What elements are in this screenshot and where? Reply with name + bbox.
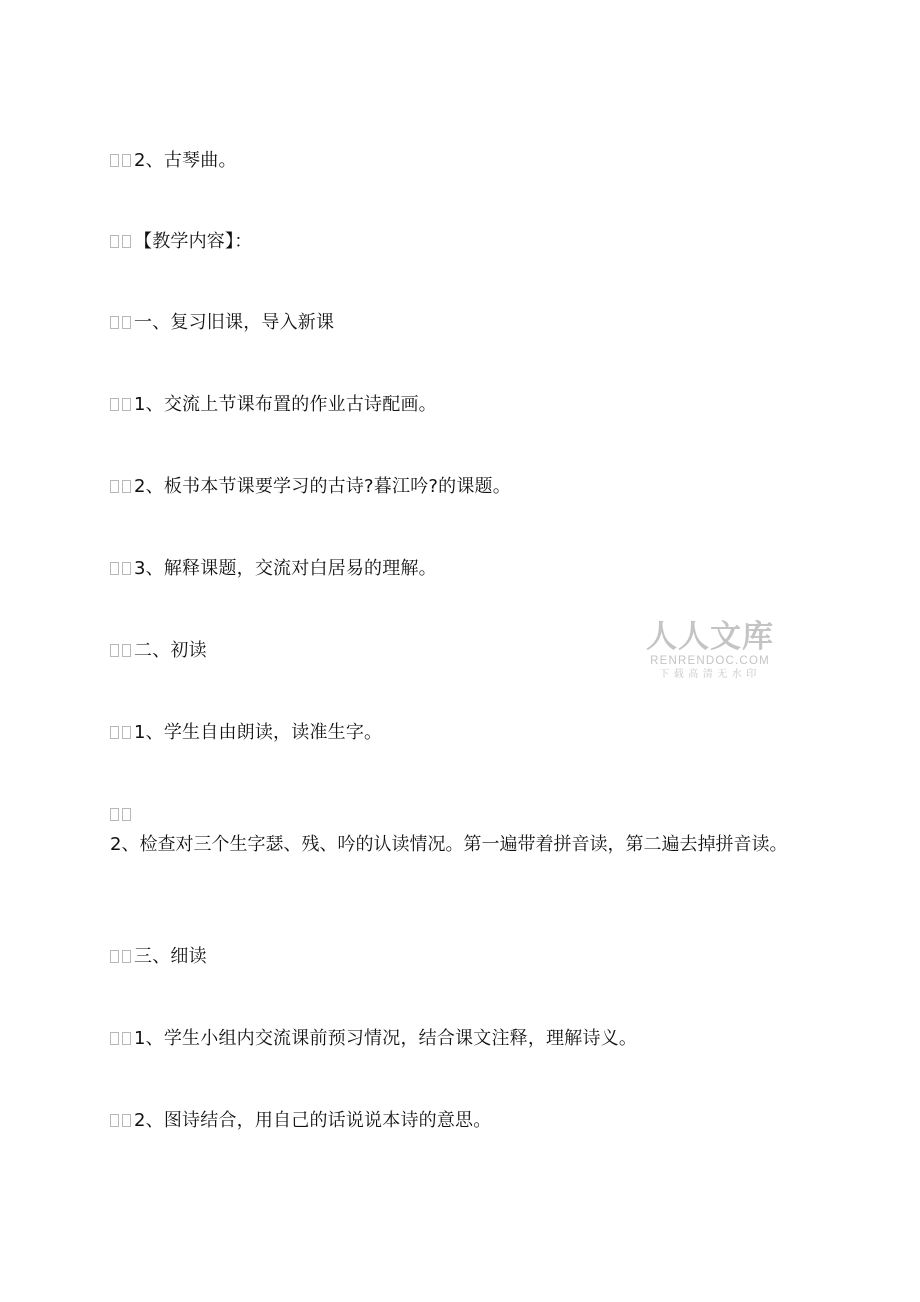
missing-glyph-box [122, 235, 131, 248]
missing-glyph-box [110, 562, 119, 575]
missing-glyph-box [122, 562, 131, 575]
missing-glyph-box [110, 726, 119, 739]
watermark-logo: 人人文库 [646, 619, 774, 655]
missing-glyph-box [110, 1114, 119, 1127]
missing-glyph-box [122, 154, 131, 167]
watermark-url: RENRENDOC.COM [650, 655, 770, 667]
missing-glyph-box [122, 398, 131, 411]
missing-glyph-box [110, 950, 119, 963]
missing-glyph-box [110, 154, 119, 167]
section-heading-review: 一、复习旧课，导入新课 [110, 312, 334, 334]
missing-glyph-box [122, 1114, 131, 1127]
missing-glyph-box [110, 480, 119, 493]
missing-glyph-box [122, 644, 131, 657]
text-line-explain-title: 3、解释课题，交流对白居易的理解。 [110, 558, 437, 580]
text-line-free-reading: 1、学生自由朗读，读准生字。 [110, 722, 382, 744]
missing-glyph-box [110, 808, 119, 821]
missing-glyph-box [122, 316, 131, 329]
missing-glyph-box [110, 1032, 119, 1045]
section-heading-first-reading: 二、初读 [110, 640, 207, 662]
text-line-ancient-guqin-music: 2、古琴曲。 [110, 150, 237, 172]
missing-glyph-box [122, 1032, 131, 1045]
missing-glyph-box [122, 480, 131, 493]
text-line-blackboard-title: 2、板书本节课要学习的古诗?暮江吟?的课题。 [110, 476, 511, 498]
paragraph-text: 2、检查对三个生字瑟、残、吟的认读情况。第一遍带着拼音读，第二遍去掉拼音读。 [110, 834, 788, 855]
missing-glyph-box [122, 726, 131, 739]
missing-glyph-box [110, 398, 119, 411]
watermark [645, 620, 775, 682]
missing-glyph-box [110, 644, 119, 657]
text-line-homework-exchange: 1、交流上节课布置的作业古诗配画。 [110, 394, 437, 416]
text-line-group-exchange: 1、学生小组内交流课前预习情况，结合课文注释，理解诗义。 [110, 1028, 637, 1050]
missing-glyph-box [110, 316, 119, 329]
section-heading-close-reading: 三、细读 [110, 946, 207, 968]
missing-glyph-box [122, 950, 131, 963]
paragraph-check-new-characters [110, 806, 810, 859]
missing-glyph-box [122, 808, 131, 821]
watermark-tagline: 下载高清无水印 [659, 669, 761, 680]
section-heading-teaching-content: 【教学内容】： [110, 231, 252, 253]
text-line-picture-poem: 2、图诗结合，用自己的话说说本诗的意思。 [110, 1110, 491, 1132]
missing-glyph-row [110, 806, 810, 830]
missing-glyph-box [110, 235, 119, 248]
